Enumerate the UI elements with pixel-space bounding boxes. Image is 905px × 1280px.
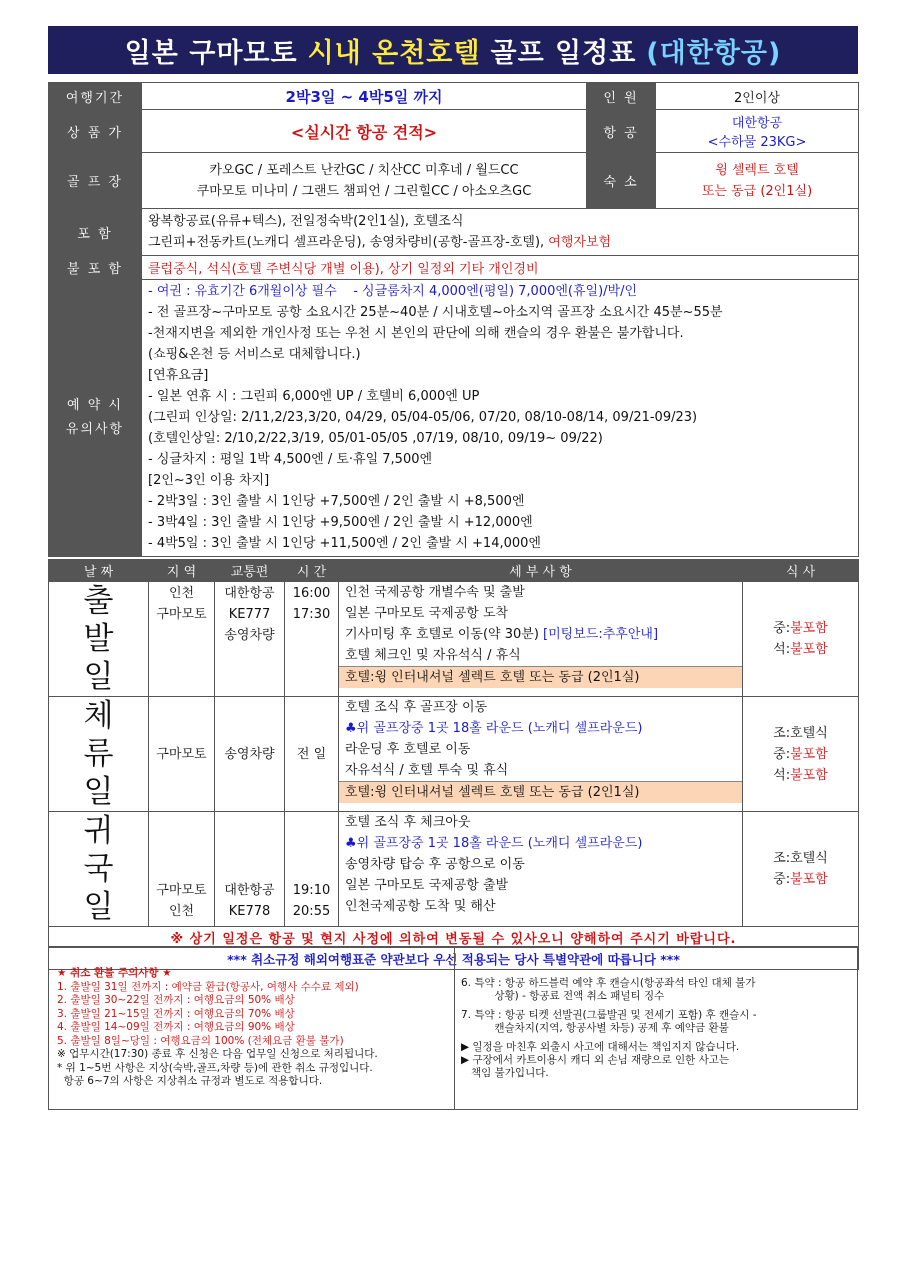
cancel-l8: 항공 6~7의 사항은 지상취소 규정과 별도로 적용합니다. xyxy=(57,1075,323,1087)
cancel-l1: 1. 출발일 31일 전까지 : 예약금 환급(항공사, 여행사 수수료 제외) xyxy=(57,980,359,993)
day1-region1: 인천 xyxy=(168,586,195,601)
day1-char2: 발 xyxy=(83,621,114,657)
airline-line1: 대한항공 xyxy=(731,116,783,131)
day1-transport1: 대한항공 xyxy=(224,586,275,601)
day3-transport xyxy=(215,812,285,927)
day3-time1: 19:10 xyxy=(292,883,331,898)
day1-row xyxy=(49,582,859,697)
header-time: 시 간 xyxy=(285,560,339,582)
notice-cancel-policy: *** 취소규정 해외여행표준 약관보다 우선 적용되는 당사 특별약관에 따릅니다 *** xyxy=(49,948,859,970)
cancel-left xyxy=(57,967,457,1089)
day3-detail3: 송영차량 탑승 후 공항으로 이동 xyxy=(345,857,525,872)
cancel-r6: ▶ 구장에서 카트이용시 캐디 외 손님 재량으로 인한 사고는 xyxy=(461,1054,730,1066)
note-1a: - 여권 : 유효기간 6개월이상 필수 xyxy=(148,284,337,299)
day3-row xyxy=(49,812,859,927)
day3-transport1: 대한항공 xyxy=(224,883,275,898)
day1-detail1: 인천 국제공항 개별수속 및 출발 xyxy=(345,585,525,600)
stay-value xyxy=(656,153,859,209)
cancel-l2: 2. 출발일 30~22일 전까지 : 여행요금의 50% 배상 xyxy=(57,994,295,1006)
day2-meal2-label: 중: xyxy=(773,746,791,762)
golf-value xyxy=(142,153,587,209)
note-3: -천재지변을 제외한 개인사정 또는 우천 시 본인의 판단에 의해 캔슬의 경우 환불은 불가합니다. xyxy=(148,326,684,341)
title-part2: 시내 온천호텔 xyxy=(307,37,481,69)
cancel-policy-box xyxy=(48,946,858,1110)
incl-line2a: 그린피+전동카트(노캐디 셀프라운딩), 송영차량비(공항-골프장-호텔), xyxy=(148,235,549,250)
day3-detail1: 호텔 조식 후 체크아웃 xyxy=(345,815,471,830)
day1-detail3a: 기사미팅 후 호텔로 이동(약 30분) xyxy=(345,627,544,642)
note-6: - 일본 연휴 시 : 그린피 6,000엔 UP / 호텔비 6,000엔 UP xyxy=(148,389,480,404)
day2-meal3-value: 불포함 xyxy=(790,767,828,783)
cancel-l4: 4. 출발일 14~09일 전까지 : 여행요금의 90% 배상 xyxy=(57,1021,295,1033)
day2-name xyxy=(49,697,149,812)
day1-meal2-value: 불포함 xyxy=(790,642,828,657)
golf-line1: 카오GC / 포레스트 난칸GC / 치산CC 미후네 / 월드CC xyxy=(209,162,519,178)
stay-label: 숙 소 xyxy=(587,153,656,209)
cancel-r2: 상황) - 항공료 전액 취소 패널티 징수 xyxy=(461,990,665,1002)
excl-value: 클럽중식, 석식(호텔 주변식당 개별 이용), 상기 일정외 기타 개인경비 xyxy=(142,256,859,280)
note-1b: - 싱글룸차지 4,000엔(평일) 7,000엔(휴일)/박/인 xyxy=(353,284,638,299)
cancel-l7: * 위 1~5번 사항은 지상(숙박,골프,차량 등)에 관한 취소 규정입니다. xyxy=(57,1061,373,1074)
notes-label1: 예 약 시 xyxy=(67,398,123,413)
day2-time: 전 일 xyxy=(285,697,339,812)
note-5: [연휴요금] xyxy=(148,368,209,383)
header-detail: 세 부 사 항 xyxy=(339,560,743,582)
day1-detail3b: [미팅보드:추후안내] xyxy=(543,627,659,642)
day2-row xyxy=(49,697,859,812)
day2-hotel: 호텔:윙 인터내셔널 셀렉트 호텔 또는 동급 (2인1실) xyxy=(339,781,742,803)
day2-detail3: 라운딩 후 호텔로 이동 xyxy=(345,742,471,757)
day1-time1: 16:00 xyxy=(292,586,331,601)
note-11: - 2박3일 : 3인 출발 시 1인당 +7,500엔 / 2인 출발 시 +8,500엔 xyxy=(148,494,525,509)
day2-detail xyxy=(339,697,743,812)
header-meal: 식 사 xyxy=(743,560,859,582)
cancel-title: ★ 취소 환불 주의사항 ★ xyxy=(57,967,172,979)
note-10: [2인~3인 이용 차지] xyxy=(148,473,270,488)
incl-line2b: 여행자보험 xyxy=(548,235,612,250)
notes-body xyxy=(142,280,859,557)
day2-meal2-value: 불포함 xyxy=(790,746,828,762)
day1-char3: 일 xyxy=(83,659,114,695)
day3-detail2: ♣위 골프장중 1곳 18홀 라운드 (노캐디 셀프라운드) xyxy=(345,836,643,851)
day1-meal1-label: 중: xyxy=(773,621,791,636)
day1-meal1-value: 불포함 xyxy=(790,621,828,636)
day1-transport2: KE777 xyxy=(228,607,271,622)
stay-line2: 또는 동급 (2인1실) xyxy=(701,183,813,199)
airline-line2: <수하물 23KG> xyxy=(707,135,807,150)
day3-transport2: KE778 xyxy=(228,904,271,919)
day1-meal2-label: 석: xyxy=(773,642,791,657)
day3-region1: 구마모토 xyxy=(156,883,207,898)
cancel-l6: ※ 업무시간(17:30) 종료 후 신청은 다음 업무일 신청으로 처리됩니다. xyxy=(57,1048,378,1060)
day1-name xyxy=(49,582,149,697)
page-title xyxy=(48,26,858,74)
day1-time xyxy=(285,582,339,697)
day3-detail5: 인천국제공항 도착 및 해산 xyxy=(345,899,496,914)
incl-line1: 왕복항공료(유류+텍스), 전일정숙박(2인1실), 호텔조식 xyxy=(148,214,464,229)
day1-meal xyxy=(743,582,859,697)
period-label: 여행기간 xyxy=(49,83,142,110)
day1-transport3: 송영차량 xyxy=(224,628,275,643)
notes-label xyxy=(49,280,142,557)
note-13: - 4박5일 : 3인 출발 시 1인당 +11,500엔 / 2인 출발 시 +14,000엔 xyxy=(148,536,541,551)
day1-detail2: 일본 구마모토 국제공항 도착 xyxy=(345,606,509,621)
incl-value xyxy=(142,209,859,256)
day1-detail4: 호텔 체크인 및 자유석식 / 휴식 xyxy=(345,648,521,663)
note-9: - 싱글차지 : 평일 1박 4,500엔 / 토·휴일 7,500엔 xyxy=(148,452,433,467)
day3-region2: 인천 xyxy=(168,904,195,919)
day2-detail1: 호텔 조식 후 골프장 이동 xyxy=(345,700,488,715)
period-value: 2박3일 ~ 4박5일 까지 xyxy=(142,83,587,110)
cancel-l5: 5. 출발일 8일~당일 : 여행요금의 100% (전체요금 환불 불가) xyxy=(57,1034,344,1047)
people-label: 인 원 xyxy=(587,83,656,110)
day2-detail4: 자유석식 / 호텔 투숙 및 휴식 xyxy=(345,763,509,778)
info-table xyxy=(48,82,859,557)
title-part1: 일본 구마모토 xyxy=(124,37,298,69)
day1-region xyxy=(149,582,215,697)
day2-meal1: 조:호텔식 xyxy=(773,725,828,741)
day3-meal2-value: 불포함 xyxy=(790,872,828,887)
day2-region: 구마모토 xyxy=(149,697,215,812)
note-2: - 전 골프장~구마모토 공항 소요시간 25분~40분 / 시내호텔~아소지역 골프장 소요시간 45분~55분 xyxy=(148,305,723,320)
title-part4: (대한항공) xyxy=(646,37,782,69)
cancel-right xyxy=(461,977,851,1080)
cancel-r3: 7. 특약 : 항공 티켓 선발권(그룹발권 및 전세기 포함) 후 캔슬시 - xyxy=(461,1009,757,1021)
cancel-l3: 3. 출발일 21~15일 전까지 : 여행요금의 70% 배상 xyxy=(57,1007,295,1020)
note-12: - 3박4일 : 3인 출발 시 1인당 +9,500엔 / 2인 출발 시 +12,000엔 xyxy=(148,515,533,530)
day3-meal xyxy=(743,812,859,927)
golf-label: 골 프 장 xyxy=(49,153,142,209)
day3-char2: 국 xyxy=(83,851,114,887)
day2-char2: 류 xyxy=(83,736,114,772)
day2-meal xyxy=(743,697,859,812)
day1-region2: 구마모토 xyxy=(156,607,207,622)
notice-schedule-change: ※ 상기 일정은 항공 및 현지 사정에 의하여 변동될 수 있사오니 양해하여 주시기 바랍니다. xyxy=(49,927,859,948)
day3-detail4: 일본 구마모토 국제공항 출발 xyxy=(345,878,509,893)
price-value: <실시간 항공 견적> xyxy=(142,110,587,153)
cancel-r4: 캔슬차지(지역, 항공사별 차등) 공제 후 예약금 환불 xyxy=(461,1022,729,1034)
header-region: 지 역 xyxy=(149,560,215,582)
day2-detail2: ♣위 골프장중 1곳 18홀 라운드 (노캐디 셀프라운드) xyxy=(345,721,643,736)
cancel-r5: ▶ 일정을 마친후 외출시 사고에 대해서는 책임지지 않습니다. xyxy=(461,1041,740,1053)
day2-char1: 체 xyxy=(83,698,114,734)
airline-label: 항 공 xyxy=(587,110,656,153)
cancel-r1: 6. 특약 : 항공 하드블럭 예약 후 캔슬시(항공좌석 타인 대체 불가 xyxy=(461,977,756,989)
day3-char1: 귀 xyxy=(83,813,114,849)
excl-label: 불 포 함 xyxy=(49,256,142,280)
cancel-r7: 책임 불가입니다. xyxy=(461,1067,549,1079)
cancel-divider xyxy=(454,947,455,1109)
day1-transport xyxy=(215,582,285,697)
incl-label: 포 함 xyxy=(49,209,142,256)
day1-char1: 출 xyxy=(83,583,114,619)
header-date: 날 짜 xyxy=(49,560,149,582)
title-part3: 골프 일정표 xyxy=(490,37,637,69)
price-label: 상 품 가 xyxy=(49,110,142,153)
day3-meal1: 조:호텔식 xyxy=(773,851,828,866)
note-4: (쇼핑&온천 등 서비스로 대체합니다.) xyxy=(148,347,361,362)
day2-meal3-label: 석: xyxy=(773,767,791,783)
stay-line1: 윙 셀렉트 호텔 xyxy=(715,162,799,178)
day3-time2: 20:55 xyxy=(292,904,331,919)
note-7: (그린피 인상일: 2/11,2/23,3/20, 04/29, 05/04-05/06, 07/20, 08/10-08/14, 09/21-09/23) xyxy=(148,410,698,425)
notes-label2: 유의사항 xyxy=(65,422,125,437)
note-8: (호텔인상일: 2/10,2/22,3/19, 05/01-05/05 ,07/19, 08/10, 09/19~ 09/22) xyxy=(148,431,603,446)
day3-name xyxy=(49,812,149,927)
day1-time2: 17:30 xyxy=(292,607,331,622)
header-transport: 교통편 xyxy=(215,560,285,582)
day2-char3: 일 xyxy=(83,774,114,810)
day2-transport: 송영차량 xyxy=(215,697,285,812)
schedule-table xyxy=(48,559,859,970)
people-value: 2인이상 xyxy=(656,83,859,110)
day3-char3: 일 xyxy=(83,889,114,925)
day3-region xyxy=(149,812,215,927)
golf-line2: 쿠마모토 미나미 / 그랜드 챔피언 / 그린힐CC / 아소오츠GC xyxy=(196,183,532,199)
day3-time xyxy=(285,812,339,927)
day3-meal2-label: 중: xyxy=(773,872,791,887)
airline-value xyxy=(656,110,859,153)
day3-detail xyxy=(339,812,743,927)
day1-hotel: 호텔:윙 인터내셔널 셀렉트 호텔 또는 동급 (2인1실) xyxy=(339,666,742,688)
day1-detail xyxy=(339,582,743,697)
